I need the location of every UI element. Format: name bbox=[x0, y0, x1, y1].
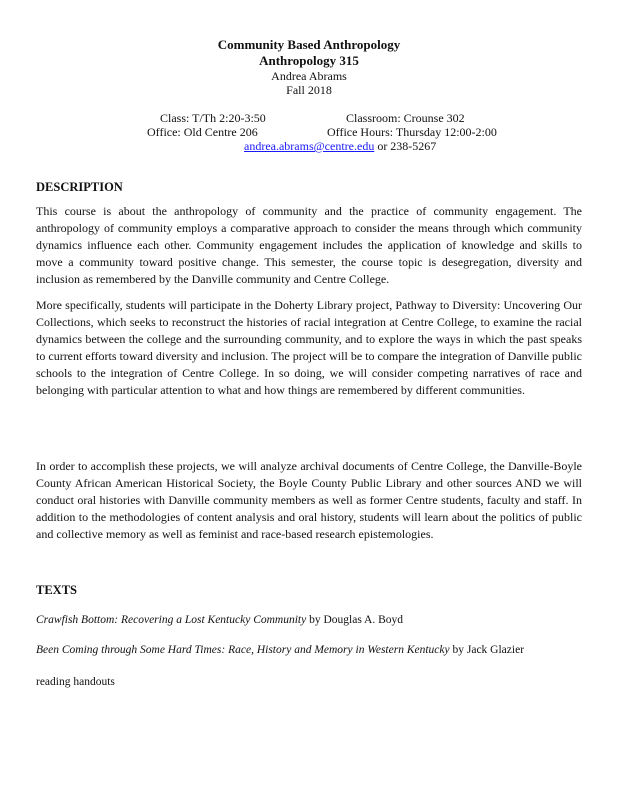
text-item-2 bbox=[36, 644, 524, 656]
instructor-name: Andrea Abrams bbox=[271, 69, 347, 83]
texts-heading: TEXTS bbox=[36, 583, 77, 597]
description-heading: DESCRIPTION bbox=[36, 180, 123, 194]
term: Fall 2018 bbox=[286, 83, 332, 97]
description-paragraph-2: More specifically, students will participate in the Doherty Library project, Pathway to Diversity: Uncovering Our Collections, which seeks to reconstruct the histories of racial integration at Centre College, to examine the racial dynamics between the college and the surrounding community, and to explore the ways in which the past speaks to current efforts toward diversity and inclusion. The project will be to compare the integration of Danville public schools to the integration of Centre College. In so doing, we will consider competing narratives of race and belonging with particular attention to what and how things are remembered by different communities. bbox=[36, 298, 582, 397]
office-hours: Office Hours: Thursday 12:00-2:00 bbox=[327, 125, 497, 139]
class-time: Class: T/Th 2:20-3:50 bbox=[160, 111, 266, 125]
phone-number: or 238-5267 bbox=[374, 139, 437, 153]
contact-line bbox=[244, 139, 436, 153]
office-location: Office: Old Centre 206 bbox=[147, 125, 258, 139]
description-paragraph-1: This course is about the anthropology of community and the practice of community engagement. The anthropology of community employs a comparative approach to consider the means through which community dynamics influence each other. Community engagement includes the application of knowledge and skills to move a community toward positive change. This semester, the course topic is desegregation, diversity and inclusion as remembered by the Danville community and Centre College. bbox=[36, 204, 582, 286]
book-author: by Douglas A. Boyd bbox=[306, 614, 404, 626]
book-title: Crawfish Bottom: Recovering a Lost Kentucky Community bbox=[36, 614, 307, 626]
text-item-3 bbox=[36, 676, 115, 688]
text-item-1 bbox=[36, 614, 403, 626]
course-number: Anthropology 315 bbox=[259, 53, 359, 68]
book-title: Been Coming through Some Hard Times: Race, History and Memory in Western Kentucky bbox=[36, 644, 450, 656]
reading-handouts: reading handouts bbox=[36, 676, 115, 688]
course-title: Community Based Anthropology bbox=[217, 37, 401, 52]
classroom: Classroom: Crounse 302 bbox=[346, 111, 465, 125]
book-author: by Jack Glazier bbox=[449, 644, 525, 656]
email-link[interactable]: andrea.abrams@centre.edu bbox=[244, 139, 375, 153]
description-paragraph-3: In order to accomplish these projects, we will analyze archival documents of Centre College, the Danville-Boyle County African American Historical Society, the Boyle County Public Library and other sources AND we will conduct oral histories with Danville community members as well as former Centre students, faculty and staff. In addition to the methodologies of content analysis and oral history, students will learn about the politics of public and collective memory as well as feminist and race-based research epistemologies. bbox=[36, 459, 582, 541]
